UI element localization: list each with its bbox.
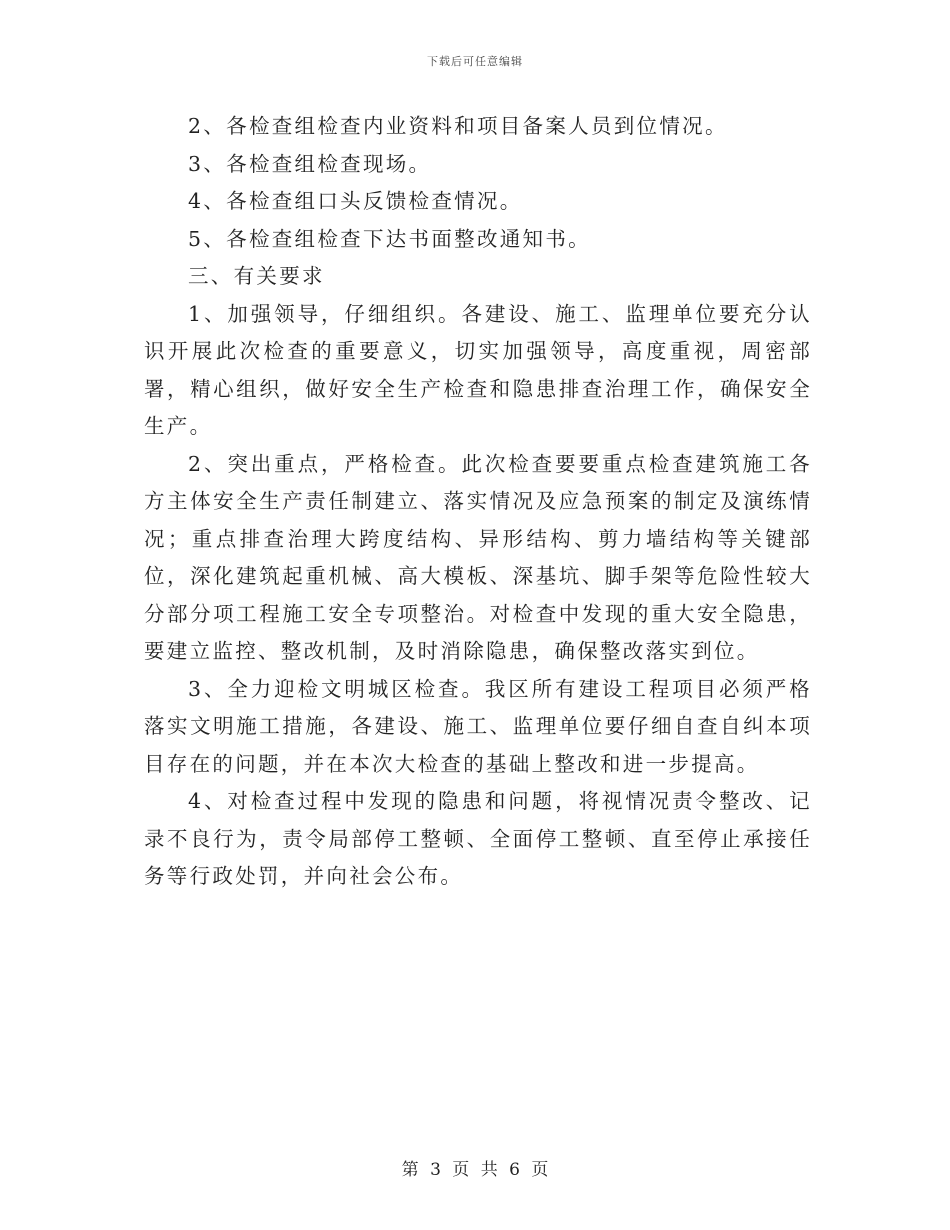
- document-body: [144, 108, 812, 896]
- paragraph-step-3: 3、各检查组检查现场。: [188, 151, 432, 176]
- paragraph-step-4: 4、各检查组口头反馈检查情况。: [188, 189, 523, 213]
- section-heading-requirements: 三、有关要求: [188, 264, 325, 288]
- paragraph-step-2: 2、各检查组检查内业资料和项目备案人员到位情况。: [188, 114, 728, 138]
- page-header: 下载后可任意编辑: [427, 55, 523, 68]
- paragraph-requirement-2: 2、突出重点，严格检查。此次检查要要重点检查建筑施工各方主体安全生产责任制建立、落实情况及应急预案的制定及演练情况；重点排查治理大跨度结构、异形结构、剪力墙结构等关键部位，深化建筑起重机械、高大模板、深基坑、脚手架等危险性较大分部分项工程施工安全专项整治。对检查中发现的重大安全隐患，要建立监控、整改机制，及时消除隐患，确保整改落实到位。: [144, 451, 812, 663]
- paragraph-requirement-4: 4、对检查过程中发现的隐患和问题，将视情况责令整改、记录不良行为，责令局部停工整顿、全面停工整顿、直至停止承接任务等行政处罚，并向社会公布。: [144, 789, 812, 888]
- page-number: 第 3 页 共 6 页: [401, 1160, 549, 1180]
- paragraph-step-5: 5、各检查组检查下达书面整改通知书。: [188, 226, 591, 251]
- paragraph-requirement-1: 1、加强领导，仔细组织。各建设、施工、监理单位要充分认识开展此次检查的重要意义，切实加强领导，高度重视，周密部署，精心组织，做好安全生产检查和隐患排查治理工作，确保安全生产。: [144, 301, 812, 438]
- paragraph-requirement-3: 3、全力迎检文明城区检查。我区所有建设工程项目必须严格落实文明施工措施，各建设、施工、监理单位要仔细自查自纠本项目存在的问题，并在本次大检查的基础上整改和进一步提高。: [144, 676, 812, 776]
